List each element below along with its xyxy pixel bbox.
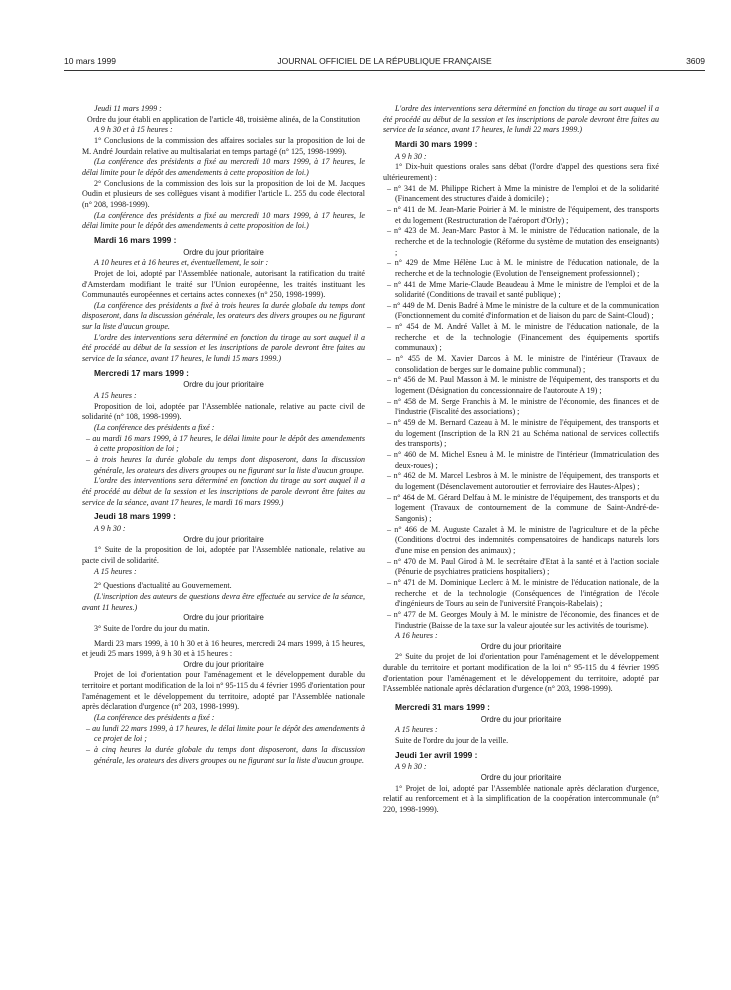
header-rule: [64, 70, 705, 71]
list-item: – à cinq heures la durée globale du temps dont disposeront, dans la discussion générale, les orateurs des divers groupes ou ne figurant sur la liste d'aucun groupe.: [86, 745, 365, 765]
list-item: – au mardi 16 mars 1999, à 17 heures, le délai limite pour le dépôt des amendements à cette proposition de loi ;: [86, 433, 365, 454]
page-number: 3609: [686, 56, 705, 66]
section-heading: Ordre du jour prioritaire: [183, 659, 264, 669]
agenda-item: 2° Conclusions de la commission des lois sur la proposition de loi de M. Jacques Oudin et plusieurs de ses collègues visant à modifier l'article L. 255 du code électoral (n° 208, 1998-1999).: [82, 178, 365, 209]
dash-list: [82, 724, 365, 767]
list-item: – n° 462 de M. Marcel Lesbros à M. le ministre de l'équipement, des transports et du logement (Désenclavement autoroutier et ferroviaire des Hautes-Alpes) ;: [387, 471, 659, 491]
agenda-note: (La conférence des présidents a fixé au mercredi 10 mars 1999, à 17 heures, le délai limite pour le dépôt des amendements à cette proposition de loi.): [82, 210, 365, 231]
agenda-item: Proposition de loi, adoptée par l'Assemblée nationale, relative au pacte civil de solidarité (n° 108, 1998-1999).: [82, 401, 365, 422]
sitting-date: Mardi 30 mars 1999 :: [395, 138, 478, 149]
sitting-time: A 9 h 30 et à 15 heures :: [94, 125, 173, 135]
agenda-item: Projet de loi d'orientation pour l'aménagement et le développement durable du territoire et portant modification de la loi n° 95-115 du 4 février 1995 d'orientation pour l'aménagement et le développement du territoire, adopté par l'Assemblée nationale après déclaration d'urgence (n° 203, 1998-1999).: [82, 670, 365, 712]
list-item: – n° 454 de M. André Vallet à M. le ministre de l'éducation nationale, de la recherche et de la technologie (Financement des équipements sportifs communaux) ;: [387, 322, 659, 353]
list-item: – n° 460 de M. Michel Esneu à M. le ministre de l'intérieur (Immatriculation des deux-roues) ;: [387, 450, 659, 470]
section-heading: Ordre du jour prioritaire: [183, 534, 264, 544]
header-date: 10 mars 1999: [64, 56, 116, 66]
sitting-time: A 9 h 30 :: [94, 523, 126, 533]
list-item: – n° 470 de M. Paul Girod à M. le secrétaire d'Etat à la santé et à l'action sociale (Pénurie de psychiatres praticiens hospitaliers) ;: [387, 556, 659, 577]
list-item: – n° 441 de Mme Marie-Claude Beaudeau à Mme le ministre de l'emploi et de la solidarité (Conditions de travail et santé publique) ;: [387, 279, 659, 300]
spacer: [383, 695, 659, 699]
agenda-heading: Ordre du jour établi en application de l'article 48, troisième alinéa, de la Constitution: [87, 114, 360, 124]
list-item: – n° 471 de M. Dominique Leclerc à M. le ministre de l'éducation nationale, de la recherche et de la technologie (Conséquences de l'intégration de l'école d'ingénieurs de Tours au sein de l'université François-Rabelais) ;: [387, 577, 659, 609]
right-column: [383, 104, 659, 816]
list-item: – n° 423 de M. Jean-Marc Pastor à M. le ministre de l'éducation nationale, de la recherche et de la technologie (Réforme du système de mutation des enseignants) ;: [387, 226, 659, 257]
sitting-time: A 15 heures :: [94, 566, 137, 576]
agenda-note: L'ordre des interventions sera déterminé en fonction du tirage au sort auquel il a été procédé au début de la session et les inscriptions de parole devront être faites au service de la séance, avant 17 heures, le lundi 22 mars 1999.): [383, 104, 659, 135]
sitting-time: A 9 h 30 :: [395, 151, 427, 161]
agenda-item: 3° Suite de l'ordre du jour du matin.: [94, 623, 210, 633]
agenda-item: Suite de l'ordre du jour de la veille.: [395, 736, 509, 746]
dash-list: [82, 434, 365, 477]
list-item: – n° 411 de M. Jean-Marie Poirier à M. le ministre de l'équipement, des transports et du logement (Restructuration de l'aéroport d'Orly) ;: [387, 204, 659, 225]
agenda-note: L'ordre des interventions sera déterminé en fonction du tirage au sort auquel il a été procédé au début de la session et les inscriptions de parole devront être faites au service de la séance, avant 17 heures, le lundi 15 mars 1999.): [82, 332, 365, 364]
agenda-note: (L'inscription des auteurs de questions devra être effectuée au service de la séance, avant 11 heures.): [82, 591, 365, 612]
sitting-date: Jeudi 18 mars 1999 :: [94, 511, 176, 522]
sitting-date: Mercredi 31 mars 1999 :: [395, 702, 490, 713]
list-item: – n° 455 de M. Xavier Darcos à M. le ministre de l'intérieur (Travaux de consolidation de berges sur le domaine public communal) ;: [387, 354, 659, 374]
list-item: – n° 429 de Mme Hélène Luc à M. le ministre de l'éducation nationale, de la recherche et de la technologie (Evolution de l'enseignement professionnel) ;: [387, 258, 659, 278]
section-heading: Ordre du jour prioritaire: [480, 641, 562, 651]
list-item: – au lundi 22 mars 1999, à 17 heures, le délai limite pour le dépôt des amendements à ce projet de loi ;: [86, 723, 365, 744]
sitting-time: A 15 heures :: [94, 391, 137, 401]
list-item: – n° 466 de M. Auguste Cazalet à M. le ministre de l'agriculture et de la pêche (Conditions d'octroi des indemnités compensatoires de handicaps naturels lors d'une mise en pension des animaux) ;: [387, 524, 659, 555]
sitting-time: A 15 heures :: [395, 725, 438, 735]
section-heading: Ordre du jour prioritaire: [183, 613, 264, 623]
sitting-time: A 16 heures :: [395, 631, 438, 641]
agenda-item: 1° Projet de loi, adopté par l'Assemblée nationale après déclaration d'urgence, relatif au renforcement et à la simplification de la coopération intercommunale (n° 220, 1998-1999).: [383, 783, 659, 814]
list-item: – à trois heures la durée globale du temps dont disposeront, dans la discussion générale, les orateurs des divers groupes ou ne figurant sur la liste d'aucun groupe.: [86, 455, 365, 475]
sitting-date: Jeudi 11 mars 1999 :: [94, 104, 162, 113]
list-item: – n° 456 de M. Paul Masson à M. le ministre de l'équipement, des transports et du logement (Désignation du concessionnaire de l'autoroute A 19) ;: [387, 375, 659, 396]
agenda-note: (La conférence des présidents a fixé au mercredi 10 mars 1999, à 17 heures, le délai limite pour le dépôt des amendements à cette proposition de loi.): [82, 157, 365, 177]
agenda-note: L'ordre des interventions sera déterminé en fonction du tirage au sort auquel il a été procédé au début de la session et les inscriptions de parole devront être faites au service de la séance, avant 17 heures, le mardi 16 mars 1999.): [82, 476, 365, 507]
agenda-item: 1° Dix-huit questions orales sans débat (l'ordre d'appel des questions sera fixé ultérieurement) :: [383, 162, 659, 182]
agenda-item: 1° Conclusions de la commission des affaires sociales sur la proposition de loi de M. André Jourdain relative au multisalariat en temps partagé (n° 125, 1998-1999).: [82, 135, 365, 156]
section-heading: Ordre du jour prioritaire: [183, 380, 264, 390]
agenda-note: (La conférence des présidents a fixé :: [94, 713, 215, 723]
list-item: – n° 458 de M. Serge Franchis à M. le ministre de l'économie, des finances et de l'industrie (Fiscalité des associations) ;: [387, 396, 659, 417]
journal-title: JOURNAL OFFICIEL DE LA RÉPUBLIQUE FRANÇAISE: [277, 56, 492, 66]
sitting-time: A 9 h 30 :: [395, 762, 427, 772]
list-item: – n° 449 de M. Denis Badré à Mme le ministre de la culture et de la communication (Fonctionnement du comité d'information et de liaison du parc de Saint-Cloud) ;: [387, 300, 659, 321]
sitting-time: A 10 heures et à 16 heures et, éventuellement, le soir :: [94, 258, 269, 268]
left-column: [82, 104, 365, 766]
agenda-item: 2° Suite du projet de loi d'orientation pour l'aménagement et le développement durable du territoire et portant modification de la loi n° 95-115 du 4 février 1995 d'orientation pour l'aménagement et le développement du territoire, adopté par l'Assemblée nationale après déclaration d'urgence (n° 203, 1998-1999).: [383, 652, 659, 694]
section-heading: Ordre du jour prioritaire: [183, 247, 264, 257]
list-item: – n° 477 de M. Georges Mouly à M. le ministre de l'économie, des finances et de l'industrie (Baisse de la taxe sur la valeur ajoutée sur les activités de tourisme).: [387, 609, 659, 630]
agenda-item: 1° Suite de la proposition de loi, adoptée par l'Assemblée nationale, relative au pacte civil de solidarité.: [82, 545, 365, 565]
agenda-item: Projet de loi, adopté par l'Assemblée nationale, autorisant la ratification du traité d'Amsterdam modifiant le traité sur l'Union européenne, les traités instituant les Communautés européennes et certains actes connexes (n° 250, 1998-1999).: [82, 268, 365, 300]
list-item: – n° 459 de M. Bernard Cazeau à M. le ministre de l'équipement, des transports et du logement (Inscription de la RN 21 au Schéma national de services collectifs des transports) ;: [387, 418, 659, 449]
list-item: – n° 341 de M. Philippe Richert à Mme la ministre de l'emploi et de la solidarité (Financement des structures d'aide à domicile) ;: [387, 183, 659, 204]
section-heading: Ordre du jour prioritaire: [480, 773, 562, 783]
agenda-note: (La conférence des présidents a fixé :: [94, 423, 215, 433]
section-heading: Ordre du jour prioritaire: [480, 714, 562, 724]
agenda-item: Mardi 23 mars 1999, à 10 h 30 et à 16 heures, mercredi 24 mars 1999, à 15 heures, et jeudi 25 mars 1999, à 9 h 30 et à 15 heures :: [82, 638, 365, 659]
sitting-date: Jeudi 1er avril 1999 :: [395, 749, 478, 760]
dash-list: [383, 184, 659, 632]
list-item: – n° 464 de M. Gérard Delfau à M. le ministre de l'équipement, des transports et du logement (Travaux de contournement de la commune de Saint-André-de-Sangonis) ;: [387, 492, 659, 523]
sitting-date: Mardi 16 mars 1999 :: [94, 234, 177, 245]
page-header: [64, 56, 705, 68]
agenda-item: 2° Questions d'actualité au Gouvernement.: [94, 581, 232, 591]
agenda-note: (La conférence des présidents a fixé à trois heures la durée globale du temps dont disposeront, dans la discussion générale, les orateurs des divers groupes ou ne figurant sur la liste d'aucun groupe.: [82, 300, 365, 332]
sitting-date: Mercredi 17 mars 1999 :: [94, 367, 189, 378]
